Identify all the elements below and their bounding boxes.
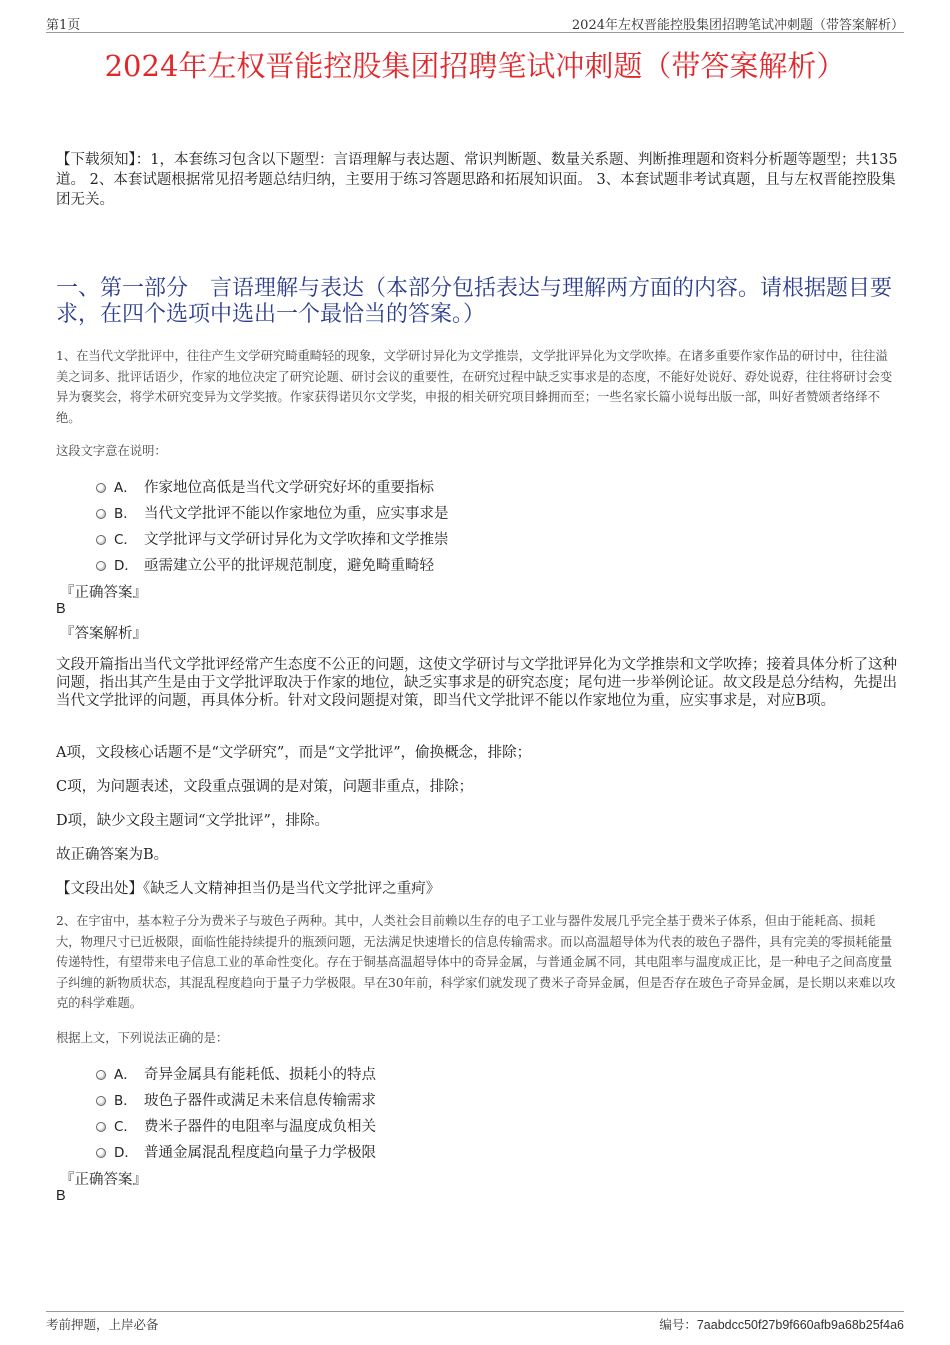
- question-2-answer-label: 『正确答案』: [60, 1172, 147, 1188]
- question-1-option-d[interactable]: [96, 551, 856, 577]
- question-2-option-d[interactable]: [96, 1138, 856, 1164]
- question-2-options: [96, 1060, 856, 1164]
- question-1-conclusion: 故正确答案为B。: [56, 847, 169, 863]
- footer-serial: 编号：7aabdcc50f27b9f660afb9a68b25f4a6: [659, 1318, 904, 1332]
- option-letter: B．: [114, 506, 137, 522]
- option-text: 作家地位高低是当代文学研究好坏的重要指标: [144, 479, 434, 496]
- question-1-answer-label: 『正确答案』: [60, 585, 147, 601]
- option-text: 亟需建立公平的批评规范制度，避免畸重畸轻: [144, 557, 434, 574]
- question-1-point-a: A项，文段核心话题不是“文学研究”，而是“文学批评”，偷换概念，排除；: [56, 745, 532, 761]
- question-2-option-b[interactable]: [96, 1086, 856, 1112]
- radio-icon[interactable]: [96, 509, 106, 519]
- option-letter: A．: [114, 1067, 137, 1083]
- question-1-answer: B: [56, 601, 66, 617]
- option-letter: D．: [114, 1145, 138, 1161]
- option-letter: D．: [114, 558, 138, 574]
- question-1-text: 1、在当代文学批评中，往往产生文学研究畸重畸轻的现象，文学研讨异化为文学推崇，文学批评异化为文学吹捧。在诸多重要作家作品的研讨中，往往溢美之词多、批评话语少，作家的地位决定了研究论题、研讨会议的重要性，在研究过程中缺乏实事求是的态度，不能好处说好、孬处说孬，往往将研讨会变异为褒奖会，将学术研究变异为文学奖掖。作家获得诺贝尔文学奖，申报的相关研究项目蜂拥而至；一些名家长篇小说每出版一部，叫好者赞颂者络绎不绝。: [56, 349, 893, 425]
- option-text: 当代文学批评不能以作家地位为重，应实事求是: [144, 505, 449, 522]
- option-text: 普通金属混乱程度趋向量子力学极限: [144, 1144, 376, 1161]
- footer-divider: [46, 1311, 904, 1312]
- header-divider: [46, 32, 904, 33]
- option-letter: C．: [114, 532, 137, 548]
- question-2-option-c[interactable]: [96, 1112, 856, 1138]
- option-letter: C．: [114, 1119, 137, 1135]
- option-text: 玻色子器件或满足未来信息传输需求: [144, 1092, 376, 1109]
- question-2-answer: B: [56, 1188, 66, 1204]
- question-1-analysis: 文段开篇指出当代文学批评经常产生态度不公正的问题，这使文学研讨与文学批评异化为文学推崇和文学吹捧；接着具体分析了这种问题，指出其产生是由于文学批评取决于作家的地位，缺乏实事求是的研究态度；尾句进一步举例论证。故文段是总分结构，先提出当代文学批评的问题，再具体分析。针对文段问题提对策，即当代文学批评不能以作家地位为重，应实事求是，对应B项。: [56, 657, 897, 709]
- page-number: 第1页: [46, 18, 81, 33]
- section-heading: 一、第一部分 言语理解与表达（本部分包括表达与理解两方面的内容。请根据题目要求，在四个选项中选出一个最恰当的答案。）: [56, 276, 893, 327]
- question-1-point-d: D项，缺少文段主题词“文学批评”，排除。: [56, 813, 329, 829]
- question-1-analysis-label: 『答案解析』: [60, 626, 147, 642]
- document-title: 2024年左权晋能控股集团招聘笔试冲刺题（带答案解析）: [104, 49, 846, 83]
- option-letter: A．: [114, 480, 137, 496]
- option-letter: B．: [114, 1093, 137, 1109]
- option-text: 奇异金属具有能耗低、损耗小的特点: [144, 1066, 376, 1083]
- radio-icon[interactable]: [96, 535, 106, 545]
- question-2-text: 2、在宇宙中，基本粒子分为费米子与玻色子两种。其中，人类社会目前赖以生存的电子工业与器件发展几乎完全基于费米子体系，但由于能耗高、损耗大，物理尺寸已近极限，面临性能持续提升的瓶颈问题，无法满足快速增长的信息传输需求。而以高温超导体为代表的玻色子器件，具有完美的零损耗能量传递特性，有望带来电子信息工业的革命性变化。存在于铜基高温超导体中的奇异金属，与普通金属不同，其电阻率与温度成正比，是一种电子之间高度量子纠缠的新物质状态，其混乱程度趋向于量子力学极限。早在30年前，科学家们就发现了费米子奇异金属，但是否存在玻色子奇异金属，是长期以来难以攻克的科学难题。: [56, 914, 896, 1010]
- radio-icon[interactable]: [96, 1148, 106, 1158]
- radio-icon[interactable]: [96, 1070, 106, 1080]
- option-text: 费米子器件的电阻率与温度成负相关: [144, 1118, 376, 1135]
- question-2-prompt: 根据上文，下列说法正确的是：: [56, 1031, 229, 1045]
- question-1-option-c[interactable]: [96, 525, 856, 551]
- radio-icon[interactable]: [96, 561, 106, 571]
- question-1-option-b[interactable]: [96, 499, 856, 525]
- running-header-title: 2024年左权晋能控股集团招聘笔试冲刺题（带答案解析）: [571, 18, 904, 33]
- footer-slogan: 考前押题，上岸必备: [46, 1317, 159, 1332]
- option-text: 文学批评与文学研讨异化为文学吹捧和文学推崇: [144, 531, 449, 548]
- question-1-source: 【文段出处】《缺乏人文精神担当仍是当代文学批评之重疴》: [56, 881, 441, 897]
- radio-icon[interactable]: [96, 1122, 106, 1132]
- question-1-options: [96, 473, 856, 577]
- question-1-option-a[interactable]: [96, 473, 856, 499]
- question-2-option-a[interactable]: [96, 1060, 856, 1086]
- question-1-prompt: 这段文字意在说明：: [56, 444, 167, 458]
- question-1-point-c: C项，为问题表述，文段重点强调的是对策，问题非重点，排除；: [56, 779, 474, 795]
- download-notice: 【下载须知】：1，本套练习包含以下题型：言语理解与表达题、常识判断题、数量关系题、判断推理题和资料分析题等题型；共135道。 2、本套试题根据常见招考题总结归纳，主要用于练习答题思路和拓展知识面。 3、本套试题非考试真题，且与左权晋能控股集团无关。: [56, 152, 898, 208]
- radio-icon[interactable]: [96, 483, 106, 493]
- radio-icon[interactable]: [96, 1096, 106, 1106]
